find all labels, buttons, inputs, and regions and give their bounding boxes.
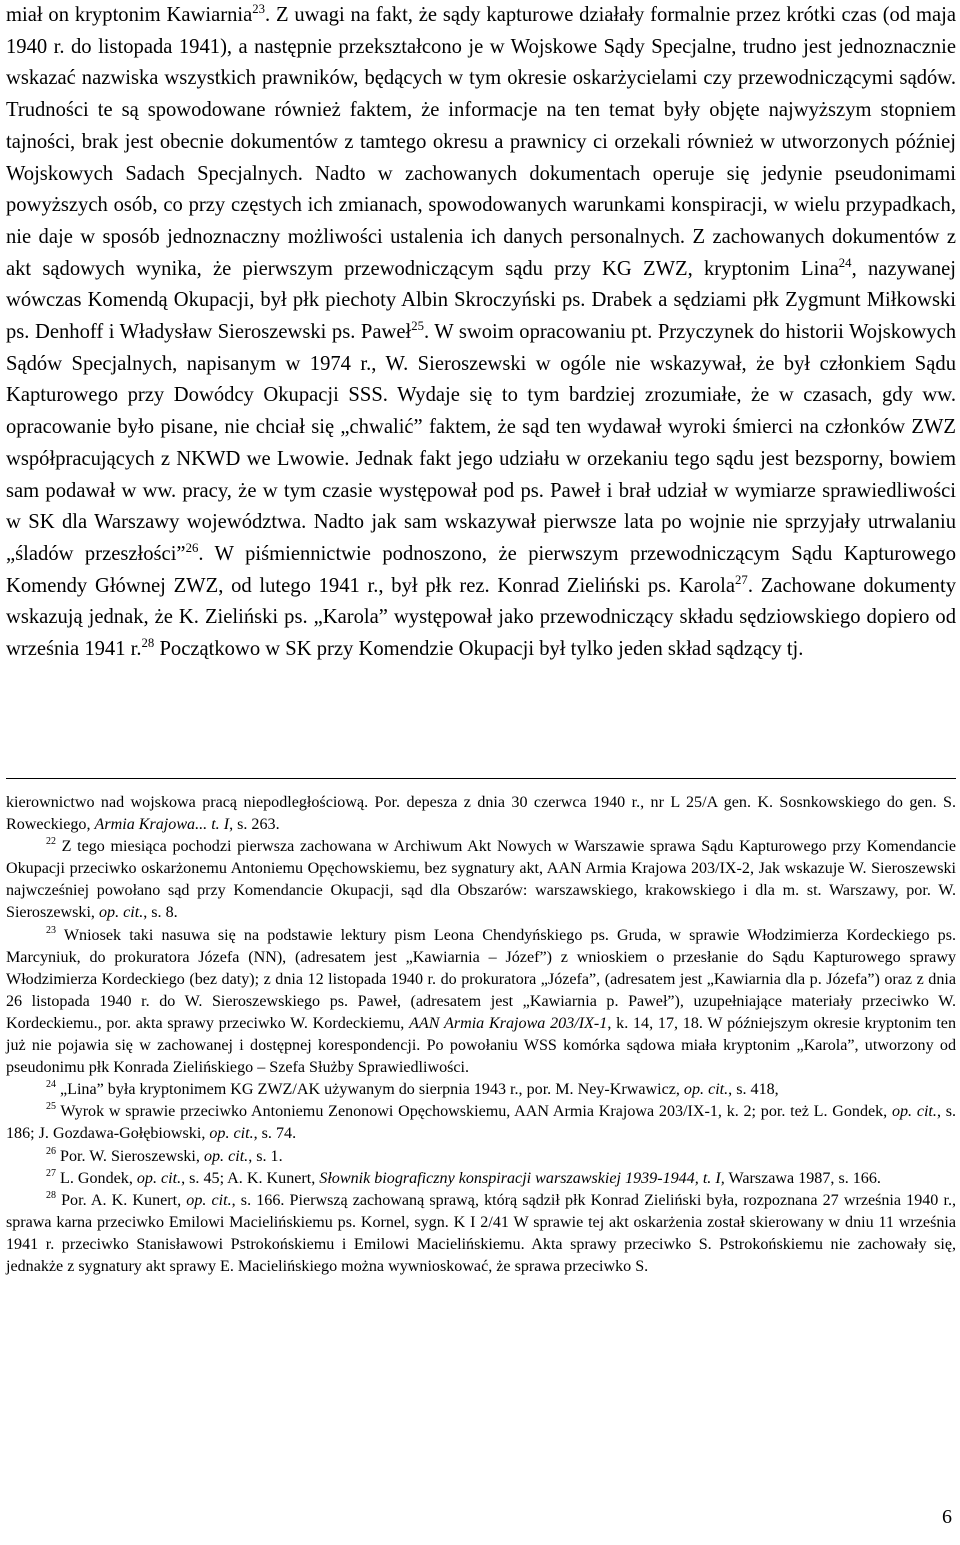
footnote-23: $^{23}$ Wniosek taki nasuwa się na podstawie lektury pism Leona Chendyńskiego ps. Gruda, w sprawie Włodzimierza Kordeckiego ps. Marcyniuk, do prokuratora Józefa (NN), (adresatem jest „Kawiarnia – Józef”) z wnioskiem o przesłanie do Sądu Kapturowego sprawy Włodzimierza Kordeckiego (bez daty); z dnia 12 listopada 1940 r. do prokuratora „Józefa”, (adresatem jest „Kawiarnia dla p. Józefa”) oraz z dnia 26 listopada 1940 r. do W. Sieroszewskiego ps. Paweł, (adresatem jest „Kawiarnia p. Paweł”), uzupełniające materiały przeciwko W. Kordeckiemu., por. akta sprawy przeciwko W. Kordeckiemu, AAN Armia Krajowa 203/IX-1, k. 14, 17, 18. W późniejszym okresie kryptonim ten już nie pojawia się w zachowanej i dostępnej korespondencji. Po powołaniu WSS komórka sądowa miała kryptonim „Karola”, utworzony od pseudonimu płk Konrada Zielińskiego – Szefa Służby Sprawiedliwości. xyxy=(6,924,956,1077)
footnote-number: 24 xyxy=(46,1079,56,1091)
footnote-continuation: kierownictwo nad wojskowa pracą niepodległościową. Por. depesza z dnia 30 czerwca 1940 r., nr L 25/A gen. K. Sosnkowskiego do gen. S. Roweckiego, Armia Krajowa... t. I, s. 263. xyxy=(6,794,956,834)
page-number: 6 xyxy=(942,1506,952,1528)
footnote-number: 26 xyxy=(46,1145,56,1157)
footnote-24: $^{24}$ „Lina” była kryptonimem KG ZWZ/AK używanym do sierpnia 1943 r., por. M. Ney-Krwawicz, op. cit., s. 418, xyxy=(46,1079,779,1099)
footnote-ref-25: 25 xyxy=(411,319,424,334)
footnote-number: 22 xyxy=(46,836,56,848)
footnote-ref-24: 24 xyxy=(838,255,852,270)
body-text-segment: . W swoim opracowaniu pt. Przyczynek do historii Wojskowych Sądów Specjalnych, napisanym w 1974 r., W. Sieroszewski w ogóle nie wskazywał, że był członkiem Sądu Kapturowego przy Dowódcy Okupacji SSS. Wydaje się to tym bardziej zrozumiałe, że w czasach, gdy ww. opracowanie było pisane, nie chciał się „chwalić” faktem, że sąd ten wydawał wyroki śmierci na członków ZWZ współpracujących z NKWD we Lwowie. Jednak fakt jego udziału w orzekaniu tego sądu jest bezsporny, bowiem sam podawał w ww. pracy, że w tym czasie występował pod ps. Paweł i brał udział w wymiarze sprawiedliwości w SK dla Warszawy województwa. Nadto jak sam wskazywał pierwsze lata po wojnie nie sprzyjały utrwalaniu „śladów przeszłości” xyxy=(6,321,957,565)
footnotes xyxy=(6,792,956,1278)
footnote-ref-23: 23 xyxy=(252,2,265,17)
body-text-segment: . W piśmiennictwie podnoszono, że pierwszym przewodniczącym Sądu Kapturowego Komendy Głównej ZWZ, od lutego 1941 r., był płk rez. Konrad Zieliński ps. Karola xyxy=(6,542,956,597)
footnote-number: 25 xyxy=(46,1101,56,1113)
footnote-ref-28: 28 xyxy=(141,636,155,651)
footnote-number: 28 xyxy=(46,1189,56,1201)
footnote-22: $^{22}$ Z tego miesiąca pochodzi pierwsza zachowana w Archiwum Akt Nowych w Warszawie sprawa Sądu Kapturowego przy Komendancie Okupacji przeciwko oskarżonemu Antoniemu Opęchowskiemu, bez sygnatury akt, AAN Armia Krajowa 203/IX-2, Jak wskazuje W. Sieroszewski najwcześniej powołano sąd przy Komendancie Okupacji, sąd dla Obszarów: warszawskiego, krakowskiego i dla m. st. Warszawy, por. W. Sieroszewski, op. cit., s. 8. xyxy=(6,836,956,922)
footnote-28: $^{28}$ Por. A. K. Kunert, op. cit., s. 166. Pierwszą zachowaną sprawą, którą sądził płk Konrad Zieliński była, rozpoznana 27 września 1940 r., sprawa karna przeciwko Emilowi Macielińskiemu ps. Kornel, sygn. K I 2/41 W sprawie tej akt oskarżenia został skierowany w dniu 11 września 1941 r. przeciwko Stanisławowi Pstrokońskiemu i Emilowi Macielińskiemu. Akta sprawy przeciwko S. Pstrokońskiemu nie zachowały się, jednakże z sygnatury akt sprawy E. Macielińskiego można wywnioskować, że sprawa przeciwko S. xyxy=(6,1189,957,1275)
footnote-25: $^{25}$ Wyrok w sprawie przeciwko Antoniemu Zenonowi Opęchowskiemu, AAN Armia Krajowa 203/IX-1, k. 2; por. też L. Gondek, op. cit., s. 186; J. Gozdawa-Gołębiowski, op. cit., s. 74. xyxy=(6,1101,956,1143)
body-text-segment: , nazywanej wówczas Komendą Okupacji, był płk piechoty Albin Skroczyński ps. Drabek a sędziami płk Zygmunt Miłkowski ps. Denhoff i Władysław Sieroszewski ps. Paweł xyxy=(6,257,957,344)
footnote-27: $^{27}$ L. Gondek, op. cit., s. 45; A. K. Kunert, Słownik biograficzny konspiracji warszawskiej 1939-1944, t. I, Warszawa 1987, s. 166. xyxy=(46,1167,881,1187)
footnote-ref-27: 27 xyxy=(735,572,748,587)
body-text-segment: . Z uwagi na fakt, że sądy kapturowe działały formalnie przez krótki czas (od maja 1940 r. do listopada 1941), a następnie przekształcono je w Wojskowe Sądy Specjalne, trudno jest jednoznacznie wskazać nazwiska wszystkich prawników, będących w tym okresie oskarżycielami czy przewodniczącymi sądów. Trudności te są spowodowane również faktem, że informacje na ten temat były objęte najwyższym stopniem tajności, brak jest obecnie dokumentów z tamtego okresu a prawnicy ci orzekali również w utworzonych później Wojskowych Sadach Specjalnych. Nadto w zachowanych dokumentach operuje się jedynie pseudonimami powyższych osób, co przy częstych ich zmianach, spowodowanych warunkami konspiracji, w wielu przypadkach, nie daje w sposób jednoznaczny możliwości ustalenia ich danych personalnych. Z zachowanych dokumentów z akt sądowych wynika, że pierwszym przewodniczącym sądu przy KG ZWZ, kryptonim Lina xyxy=(6,4,956,280)
footnote-26: $^{26}$ Por. W. Sieroszewski, op. cit., s. 1. xyxy=(46,1145,283,1165)
document-page xyxy=(6,0,956,1545)
body-text-segment: miał on kryptonim Kawiarnia xyxy=(6,4,253,26)
body-text xyxy=(6,0,956,666)
footnote-separator xyxy=(6,778,956,779)
footnote-ref-26: 26 xyxy=(185,541,199,556)
footnote-number: 27 xyxy=(46,1167,56,1179)
body-text-segment: . Zachowane dokumenty wskazują jednak, że K. Zieliński ps. „Karola” występował jako przewodniczący składu sędziowskiego dopiero od września 1941 r. xyxy=(6,574,956,661)
body-text-segment: Początkowo w SK przy Komendzie Okupacji był tylko jeden skład sądzący tj. xyxy=(154,638,804,661)
footnote-number: 23 xyxy=(46,924,56,936)
